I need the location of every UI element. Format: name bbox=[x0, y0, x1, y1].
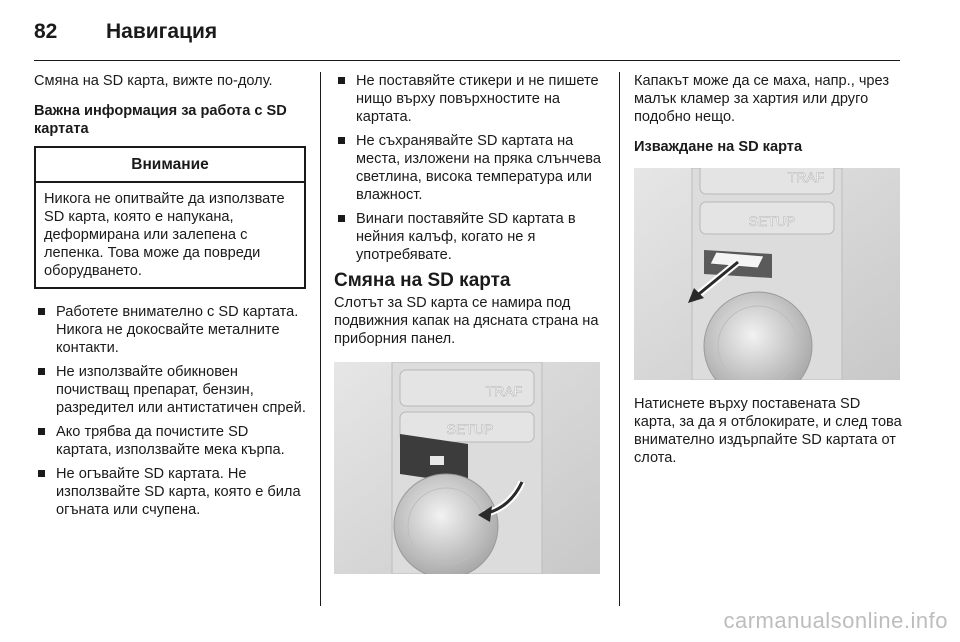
figure-sd-slot-cover bbox=[334, 362, 606, 579]
page-header bbox=[34, 20, 217, 50]
column-1 bbox=[34, 72, 306, 525]
setup-label: SETUP bbox=[748, 213, 796, 229]
section-body: Слотът за SD карта се намира под подвижния капак на дясната страна на приборния панел. bbox=[334, 295, 599, 347]
traf-label: TRAF bbox=[787, 169, 825, 185]
warning-box bbox=[34, 146, 306, 289]
bullet-square-icon bbox=[338, 77, 345, 84]
care-list bbox=[34, 303, 306, 519]
page-title: Навигация bbox=[106, 20, 218, 43]
bullet-square-icon bbox=[38, 368, 45, 375]
sd-card-icon bbox=[430, 456, 444, 465]
intro-text: Капакът може да се маха, напр., чрез малък кламер за хартия или друго подобно нещо. bbox=[634, 73, 890, 125]
list-item: Не съхранявайте SD картата на места, изложени на пряка слънчева светлина, висока температура или влажност. bbox=[334, 132, 606, 204]
section-heading: Смяна на SD карта bbox=[334, 270, 511, 291]
column-2 bbox=[334, 72, 606, 579]
rotary-knob bbox=[394, 474, 498, 574]
bullet-square-icon bbox=[38, 470, 45, 477]
section-subheading: Важна информация за работа с SD картата bbox=[34, 103, 287, 137]
section-subheading: Изваждане на SD карта bbox=[634, 139, 803, 155]
warning-title: Внимание bbox=[36, 148, 304, 183]
sd-slot-cover-illustration bbox=[334, 362, 600, 574]
column-divider-1 bbox=[320, 72, 321, 606]
column-divider-2 bbox=[619, 72, 620, 606]
traf-label: TRAF bbox=[485, 383, 523, 399]
figure-sd-card-removal bbox=[634, 168, 902, 385]
watermark: carmanualsonline.info bbox=[723, 608, 948, 633]
list-item: Ако трябва да почистите SD картата, използвайте мека кърпа. bbox=[34, 423, 306, 459]
section-body: Натиснете върху поставената SD карта, за да я отблокирате, и след това внимателно издърпайте SD картата от слота. bbox=[634, 396, 902, 466]
list-item: Не поставяйте стикери и не пишете нищо върху повърхностите на картата. bbox=[334, 72, 606, 126]
list-item: Винаги поставяйте SD картата в нейния калъф, когато не я употребявате. bbox=[334, 210, 606, 264]
header-divider bbox=[34, 60, 900, 61]
bullet-square-icon bbox=[338, 137, 345, 144]
intro-text: Смяна на SD карта, вижте по-долу. bbox=[34, 73, 273, 89]
warning-body: Никога не опитвайте да използвате SD карта, която е напукана, деформирана или залепена с лепенка. Това може да повреди оборудването. bbox=[44, 191, 285, 279]
list-item: Не огъвайте SD картата. Не използвайте SD карта, която е била огъната или счупена. bbox=[34, 465, 306, 519]
bullet-square-icon bbox=[38, 428, 45, 435]
sd-card-removal-illustration bbox=[634, 168, 900, 380]
bullet-square-icon bbox=[38, 308, 45, 315]
page-number: 82 bbox=[34, 20, 58, 43]
bullet-square-icon bbox=[338, 215, 345, 222]
care-list-continued bbox=[334, 72, 606, 264]
column-3 bbox=[634, 72, 902, 479]
list-item: Не използвайте обикновен почистващ препарат, бензин, разредител или антистатичен спрей. bbox=[34, 363, 306, 417]
list-item: Работете внимателно с SD картата. Никога не докосвайте металните контакти. bbox=[34, 303, 306, 357]
setup-label: SETUP bbox=[446, 421, 494, 437]
